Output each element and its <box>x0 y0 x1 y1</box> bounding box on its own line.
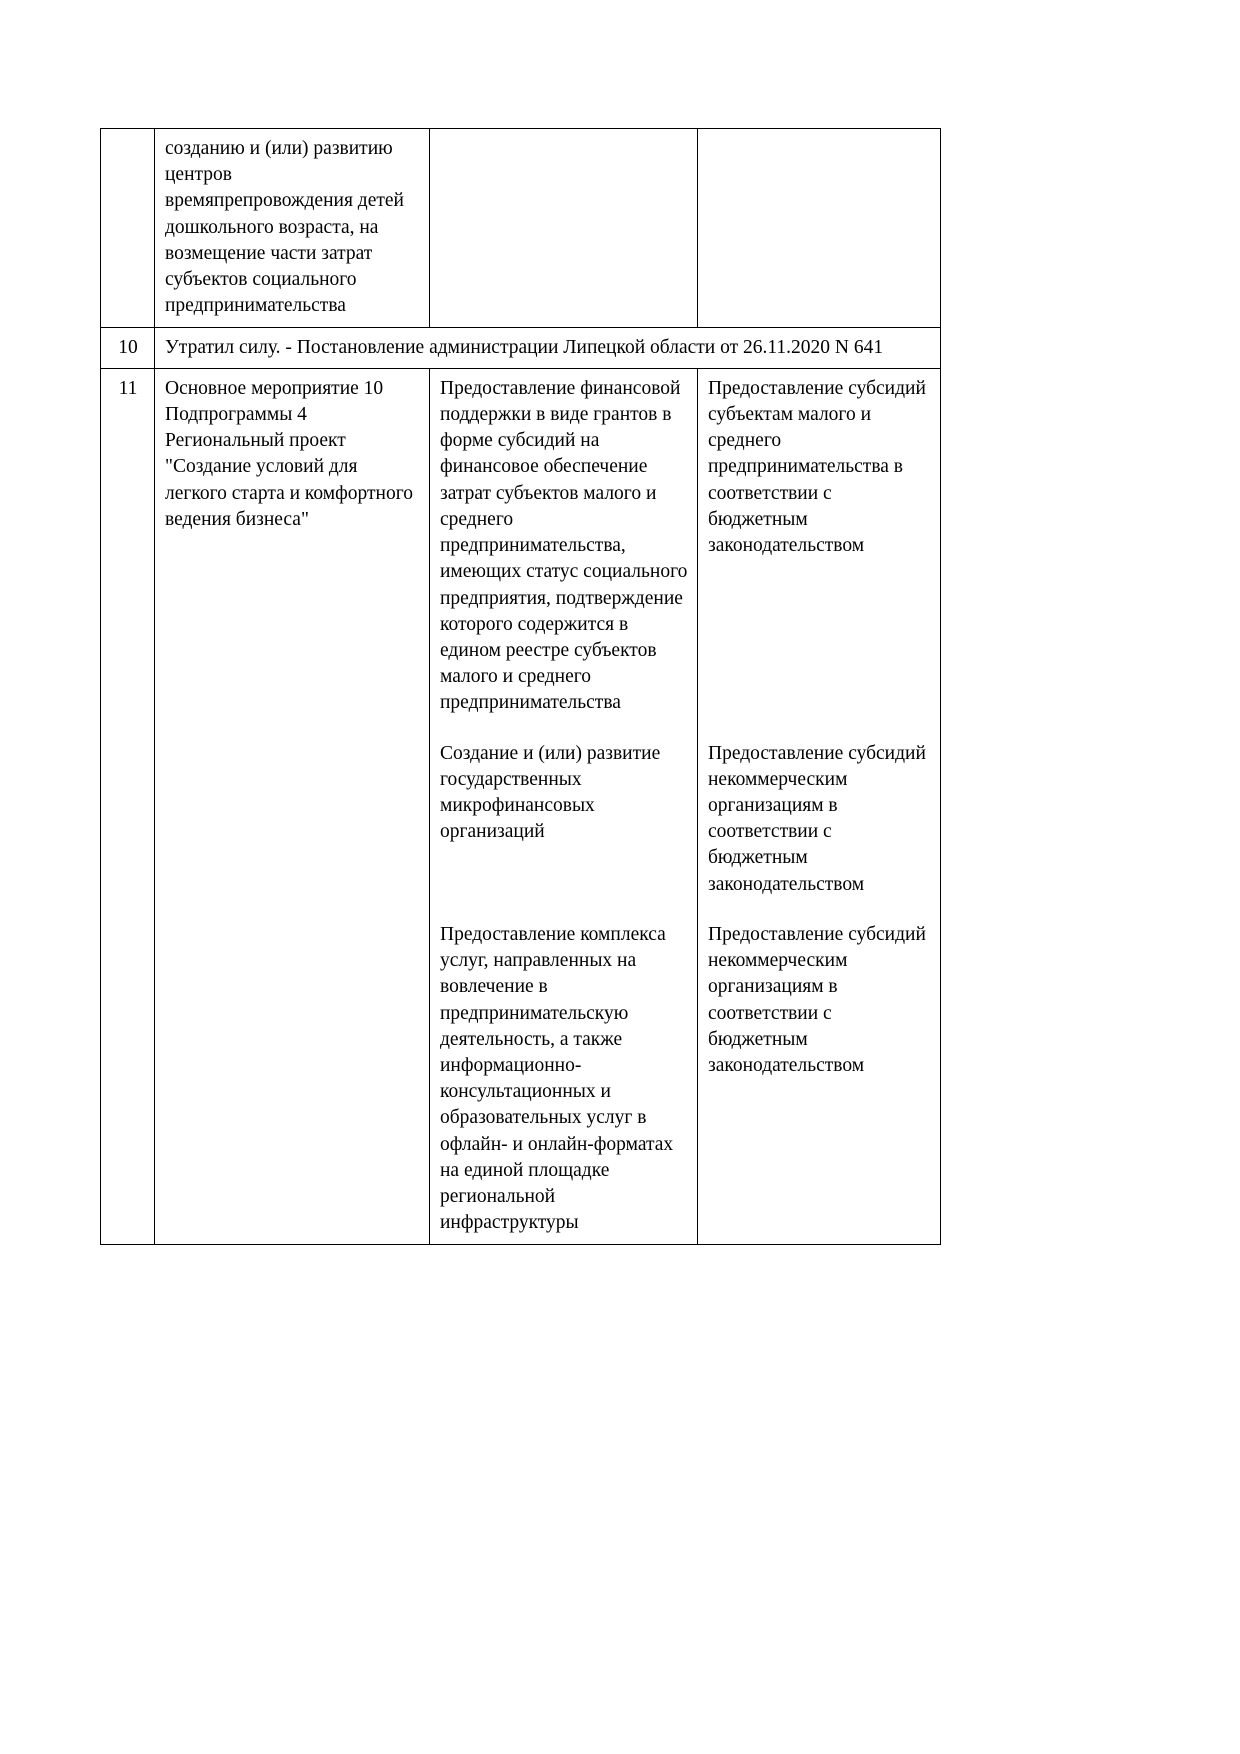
measure-block-3: Предоставление комплекса услуг, направленных на вовлечение в предпринимательскую деятельность, а также информационно-консультационных и образовательных услуг в офлайн- и онлайн-форматах на единой площадке региональной инфраструктуры <box>440 923 674 1234</box>
measure-spacer-1 <box>440 717 688 741</box>
row-name-cell: созданию и (или) развитию центров времяпрепровождения детей дошкольного возраста, на возмещение части затрат субъектов социального предпринимательства <box>155 129 430 328</box>
table-row <box>101 368 941 1244</box>
form-spacer-1 <box>708 559 931 740</box>
form-block-1: Предоставление субсидий субъектам малого и среднего предпринимательства в соответствии с бюджетным законодательством <box>708 377 926 557</box>
form-block-2: Предоставление субсидий некоммерческим организациям в соответствии с бюджетным законодательством <box>708 742 926 895</box>
row-form-cell <box>698 129 941 328</box>
row-measure-cell <box>430 129 698 328</box>
row-number-cell: 11 <box>101 368 155 1244</box>
row-measure-cell <box>430 368 698 1244</box>
row-form-cell <box>698 368 941 1244</box>
measure-block-2: Создание и (или) развитие государственных микрофинансовых организаций <box>440 742 661 843</box>
row-repealed-note-cell: Утратил силу. - Постановление администрации Липецкой области от 26.11.2020 N 641 <box>155 327 941 368</box>
support-measures-table <box>100 128 941 1245</box>
row-number-cell: 10 <box>101 327 155 368</box>
table-row <box>101 327 941 368</box>
measure-spacer-2 <box>440 845 688 921</box>
row-number-cell <box>101 129 155 328</box>
row-name-cell: Основное мероприятие 10 Подпрограммы 4 Региональный проект "Создание условий для легкого старта и комфортного ведения бизнеса" <box>155 368 430 1244</box>
form-spacer-2 <box>708 898 931 922</box>
form-block-3: Предоставление субсидий некоммерческим организациям в соответствии с бюджетным законодательством <box>708 923 926 1076</box>
table-row <box>101 129 941 328</box>
measure-block-1: Предоставление финансовой поддержки в виде грантов в форме субсидий на финансовое обеспечение затрат субъектов малого и среднего предпринимательства, имеющих статус социального предприятия, подтверждение которого содержится в едином реестре субъектов малого и среднего предпринимательства <box>440 377 688 714</box>
